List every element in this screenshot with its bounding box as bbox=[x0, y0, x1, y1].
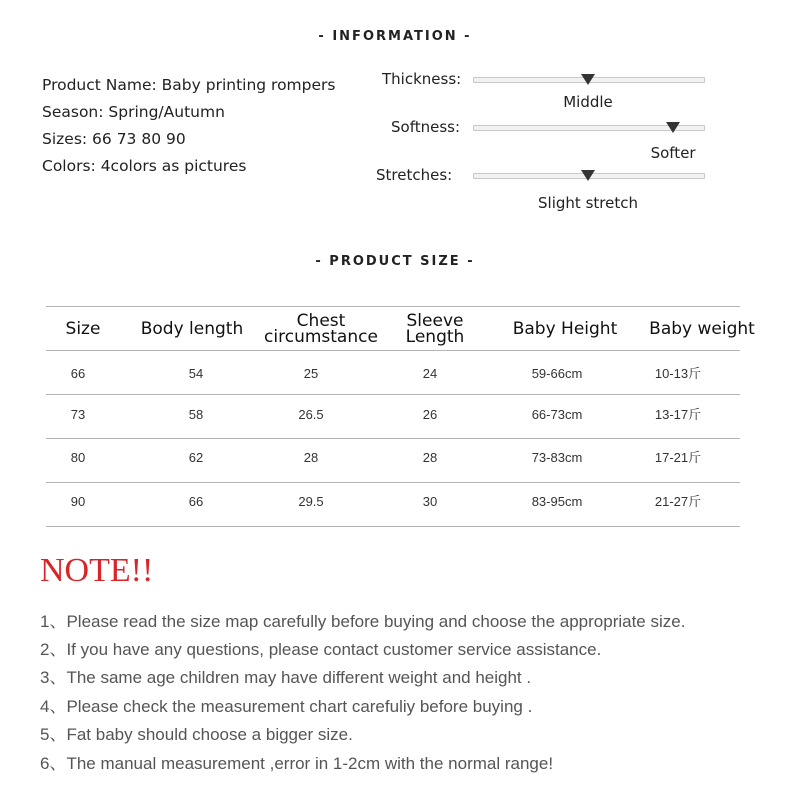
softness-value: Softer bbox=[650, 144, 696, 162]
table-rule bbox=[46, 438, 740, 439]
header-text: Body length bbox=[140, 319, 244, 339]
cell-sleeve: 30 bbox=[422, 494, 438, 509]
cell-weight: 17-21斤 bbox=[654, 450, 702, 465]
thickness-marker-icon bbox=[581, 74, 595, 85]
cell-sleeve: 26 bbox=[422, 407, 438, 422]
cell-chest: 29.5 bbox=[298, 494, 324, 509]
cell-size: 80 bbox=[70, 450, 86, 465]
column-header-baby-weight bbox=[640, 308, 764, 350]
note-item: 5、Fat baby should choose a bigger size. bbox=[40, 725, 353, 744]
cell-weight: 10-13斤 bbox=[654, 366, 702, 381]
cell-weight: 21-27斤 bbox=[654, 494, 702, 509]
cell-body-length: 66 bbox=[188, 494, 204, 509]
cell-chest: 25 bbox=[303, 366, 319, 381]
header-text: Baby Height bbox=[512, 319, 618, 339]
cell-height: 66-73cm bbox=[531, 407, 583, 422]
table-rule-top bbox=[46, 306, 740, 307]
sizes-text: Sizes: 66 73 80 90 bbox=[42, 130, 186, 148]
cell-chest: 26.5 bbox=[298, 407, 324, 422]
softness-label: Softness: bbox=[391, 118, 461, 136]
season-text: Season: Spring/Autumn bbox=[42, 103, 225, 121]
cell-body-length: 58 bbox=[188, 407, 204, 422]
column-header-size bbox=[48, 308, 118, 350]
note-heading: NOTE!! bbox=[40, 552, 154, 589]
table-rule bbox=[46, 394, 740, 395]
table-rule bbox=[46, 482, 740, 483]
cell-sleeve: 28 bbox=[422, 450, 438, 465]
note-item: 2、If you have any questions, please contact customer service assistance. bbox=[40, 640, 602, 659]
stretches-value: Slight stretch bbox=[538, 194, 638, 212]
column-header-body-length bbox=[132, 308, 252, 350]
cell-sleeve: 24 bbox=[422, 366, 438, 381]
column-header-sleeve bbox=[395, 308, 475, 350]
header-text: Length bbox=[405, 327, 465, 347]
note-item: 1、Please read the size map carefully before buying and choose the appropriate size. bbox=[40, 612, 686, 631]
stretches-label: Stretches: bbox=[376, 166, 453, 184]
header-text: Sleeve bbox=[406, 311, 464, 331]
column-header-chest bbox=[256, 308, 386, 350]
thickness-value: Middle bbox=[563, 93, 613, 111]
note-item: 6、The manual measurement ,error in 1-2cm with the normal range! bbox=[40, 754, 554, 773]
cell-body-length: 54 bbox=[188, 366, 204, 381]
header-text: circumstance bbox=[264, 327, 378, 347]
header-text: Size bbox=[65, 319, 101, 339]
column-header-baby-height bbox=[500, 308, 630, 350]
cell-size: 90 bbox=[70, 494, 86, 509]
header-text: Chest bbox=[296, 311, 346, 331]
thickness-label: Thickness: bbox=[382, 70, 462, 88]
cell-height: 73-83cm bbox=[531, 450, 583, 465]
note-item: 4、Please check the measurement chart carefuliy before buying . bbox=[40, 697, 533, 716]
information-heading: - INFORMATION - bbox=[318, 29, 472, 44]
stretches-marker-icon bbox=[581, 170, 595, 181]
table-rule-bottom bbox=[46, 526, 740, 527]
cell-body-length: 62 bbox=[188, 450, 204, 465]
colors-text: Colors: 4colors as pictures bbox=[42, 157, 247, 175]
cell-size: 66 bbox=[70, 366, 86, 381]
cell-height: 83-95cm bbox=[531, 494, 583, 509]
header-text: Baby weight bbox=[649, 319, 755, 339]
product-size-heading: - PRODUCT SIZE - bbox=[315, 254, 475, 269]
product-name-text: Product Name: Baby printing rompers bbox=[42, 76, 336, 94]
cell-weight: 13-17斤 bbox=[654, 407, 702, 422]
softness-marker-icon bbox=[666, 122, 680, 133]
note-item: 3、The same age children may have different weight and height . bbox=[40, 668, 532, 687]
table-rule bbox=[46, 350, 740, 351]
cell-height: 59-66cm bbox=[531, 366, 583, 381]
cell-chest: 28 bbox=[303, 450, 319, 465]
cell-size: 73 bbox=[70, 407, 86, 422]
